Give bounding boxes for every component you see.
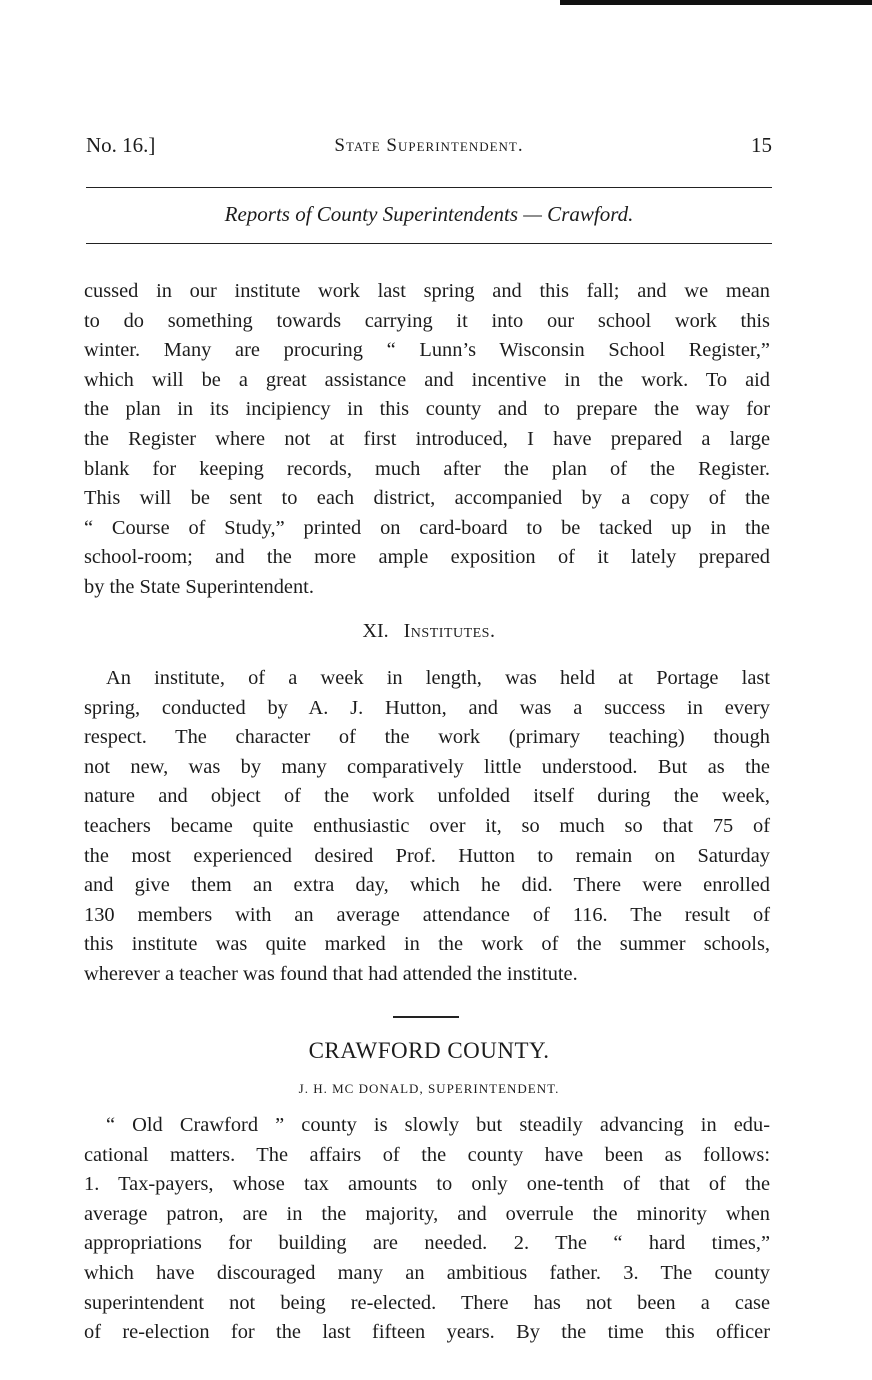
- text-line: average patron, are in the majority, and overrule the minority when: [84, 1202, 770, 1225]
- running-head: [86, 133, 772, 165]
- text-line: school-room; and the more ample exposition of it lately prepared: [84, 546, 770, 569]
- text-line: nature and object of the work unfolded itself during the week,: [84, 785, 770, 808]
- text-line: wherever a teacher was found that had attended the institute.: [84, 962, 578, 985]
- text-line: appropriations for building are needed. 2. The “ hard times,”: [84, 1232, 770, 1255]
- section-title: Institutes.: [403, 620, 496, 642]
- superintendent-name: J. H. MC DONALD, SUPERINTENDENT.: [298, 1081, 560, 1096]
- section-heading: [86, 620, 772, 643]
- text-line: respect. The character of the work (primary teaching) though: [84, 726, 770, 749]
- text-line: An institute, of a week in length, was held at Portage last: [106, 667, 770, 689]
- text-line: 1. Tax-payers, whose tax amounts to only one-tenth of that of the: [84, 1173, 770, 1196]
- text-line: which will be a great assistance and incentive in the work. To aid: [84, 368, 770, 391]
- text-line: to do something towards carrying it into our school work this: [84, 309, 770, 332]
- institutes-paragraph: [84, 664, 770, 990]
- text-line: superintendent not being re-elected. There has not been a case: [84, 1291, 770, 1314]
- running-title: State Superintendent.: [334, 135, 524, 156]
- text-line: and give them an extra day, which he did. There were enrolled: [84, 874, 770, 897]
- text-line: spring, conducted by A. J. Hutton, and was a success in every: [84, 696, 770, 719]
- text-line: cational matters. The affairs of the county have been as follows:: [84, 1143, 770, 1166]
- header-rule-top: [86, 187, 772, 188]
- text-line: the plan in its incipiency in this county and to prepare the way for: [84, 398, 770, 421]
- continuation-paragraph: [84, 277, 770, 603]
- crawford-paragraph: [84, 1111, 770, 1348]
- text-line: the Register where not at first introduced, I have prepared a large: [84, 427, 770, 450]
- text-line: This will be sent to each district, accompanied by a copy of the: [84, 487, 770, 510]
- text-line: which have discouraged many an ambitious father. 3. The county: [84, 1261, 770, 1284]
- text-line: teachers became quite enthusiastic over it, so much so that 75 of: [84, 814, 770, 837]
- scan-top-edge: [560, 0, 872, 5]
- text-line: blank for keeping records, much after the plan of the Register.: [84, 457, 770, 480]
- text-line: by the State Superintendent.: [84, 575, 314, 598]
- header-rule-bottom: [86, 243, 772, 244]
- section-divider: [393, 1016, 459, 1018]
- document-number: No. 16.]: [86, 133, 156, 157]
- text-line: of re-election for the last fifteen years. By the time this officer: [84, 1321, 770, 1344]
- text-line: 130 members with an average attendance of 116. The result of: [84, 903, 770, 926]
- text-line: cussed in our institute work last spring and this fall; and we mean: [84, 280, 770, 302]
- page-number: 15: [751, 133, 772, 157]
- text-line: winter. Many are procuring “ Lunn’s Wisconsin School Register,”: [84, 339, 770, 362]
- county-title: CRAWFORD COUNTY.: [308, 1038, 550, 1063]
- text-line: “ Course of Study,” printed on card-board to be tacked up in the: [84, 516, 770, 539]
- text-line: the most experienced desired Prof. Hutton to remain on Saturday: [84, 844, 770, 867]
- section-numeral: XI.: [362, 620, 389, 642]
- section-subtitle: Reports of County Superintendents — Crawford.: [224, 202, 634, 226]
- text-line: this institute was quite marked in the work of the summer schools,: [84, 933, 770, 956]
- text-line: not new, was by many comparatively little understood. But as the: [84, 755, 770, 778]
- text-line: “ Old Crawford ” county is slowly but steadily advancing in edu-: [106, 1114, 770, 1136]
